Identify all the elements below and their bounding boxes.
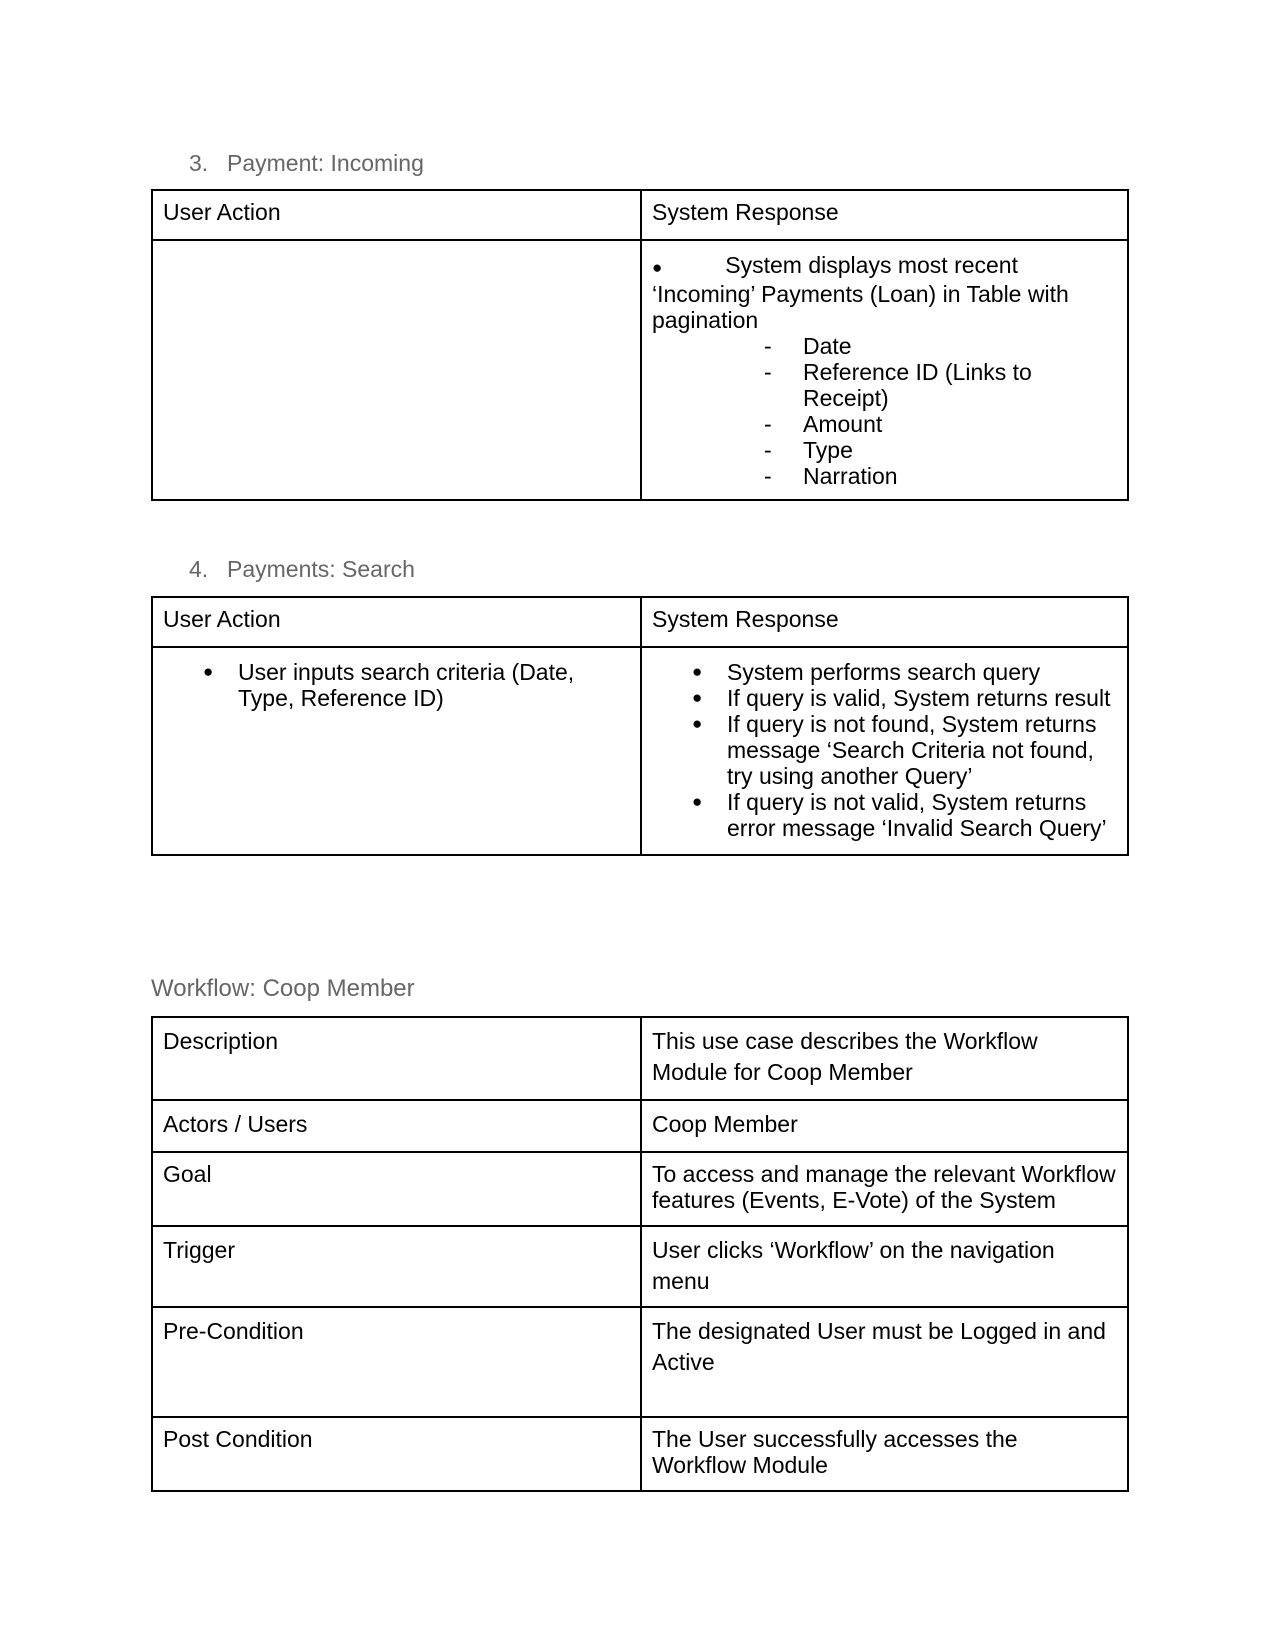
row-label: Trigger — [152, 1226, 641, 1307]
row-value: The designated User must be Logged in and Active — [641, 1307, 1128, 1417]
response-list — [652, 659, 1117, 841]
action-text: User inputs search criteria (Date, Type, Reference ID) — [238, 659, 575, 711]
table-header-row — [152, 597, 1128, 647]
dash-icon: - — [764, 437, 772, 463]
table-row — [152, 1100, 1128, 1152]
field-reference-id: Reference ID (Links to Receipt) — [803, 359, 1032, 411]
workflow-table — [151, 1016, 1129, 1492]
response-text: If query is not found, System returns message ‘Search Criteria not found, try using another Query’ — [727, 711, 1097, 789]
response-text: If query is valid, System returns result — [727, 685, 1111, 711]
bullet-icon: ● — [203, 662, 214, 681]
list-item — [652, 437, 1117, 463]
system-response-cell — [641, 240, 1128, 500]
table-row — [152, 1017, 1128, 1100]
dash-icon: - — [764, 333, 772, 359]
field-date: Date — [803, 333, 852, 359]
dash-icon: - — [764, 359, 772, 385]
system-response-header: System Response — [641, 190, 1128, 240]
system-response-header: System Response — [641, 597, 1128, 647]
table-header-row — [152, 190, 1128, 240]
dash-icon: - — [764, 463, 772, 489]
bullet-icon: ● — [692, 792, 703, 811]
action-list — [163, 659, 630, 711]
section-4-title: Payments: Search — [227, 556, 415, 582]
row-value: The User successfully accesses the Workflow Module — [641, 1417, 1128, 1491]
table-row — [152, 1152, 1128, 1226]
list-item — [652, 685, 1117, 711]
user-action-header: User Action — [152, 190, 641, 240]
field-type: Type — [803, 437, 853, 463]
bullet-icon: ● — [692, 688, 703, 707]
row-label: Pre-Condition — [152, 1307, 641, 1417]
bullet-icon: ● — [652, 258, 663, 277]
bullet-icon: ● — [692, 662, 703, 681]
response-intro-continued: ‘Incoming’ Payments (Loan) in Table with pagination — [652, 281, 1069, 333]
user-action-cell — [152, 240, 641, 500]
response-text: System performs search query — [727, 659, 1041, 685]
list-item — [652, 463, 1117, 489]
system-response-cell — [641, 647, 1128, 855]
response-intro — [652, 252, 1117, 281]
list-item — [652, 711, 1117, 789]
payment-incoming-table — [151, 189, 1129, 501]
response-intro-text: System displays most recent — [725, 252, 1018, 278]
row-value: User clicks ‘Workflow’ on the navigation menu — [641, 1226, 1128, 1307]
list-item — [652, 411, 1117, 437]
row-value: Coop Member — [641, 1100, 1128, 1152]
dash-icon: - — [764, 411, 772, 437]
row-label: Goal — [152, 1152, 641, 1226]
user-action-cell — [152, 647, 641, 855]
table-row — [152, 240, 1128, 500]
row-value: To access and manage the relevant Workflow features (Events, E-Vote) of the System — [641, 1152, 1128, 1226]
list-item — [163, 659, 630, 711]
row-value: This use case describes the Workflow Module for Coop Member — [641, 1017, 1128, 1100]
list-item — [652, 359, 1117, 411]
section-4-heading — [189, 556, 415, 583]
section-3-heading — [189, 150, 424, 177]
payments-search-table — [151, 596, 1129, 856]
table-row — [152, 1307, 1128, 1417]
list-item — [652, 789, 1117, 841]
list-item — [652, 333, 1117, 359]
section-3-number: 3. — [189, 150, 209, 176]
field-narration: Narration — [803, 463, 898, 489]
section-4-number: 4. — [189, 556, 209, 582]
table-row — [152, 1417, 1128, 1491]
row-label: Post Condition — [152, 1417, 641, 1491]
list-item — [652, 659, 1117, 685]
field-amount: Amount — [803, 411, 883, 437]
bullet-icon: ● — [692, 714, 703, 733]
user-action-header: User Action — [152, 597, 641, 647]
table-row — [152, 647, 1128, 855]
row-label: Actors / Users — [152, 1100, 641, 1152]
row-label: Description — [152, 1017, 641, 1100]
table-row — [152, 1226, 1128, 1307]
response-text: If query is not valid, System returns error message ‘Invalid Search Query’ — [727, 789, 1107, 841]
section-3-title: Payment: Incoming — [227, 150, 424, 176]
workflow-heading: Workflow: Coop Member — [151, 975, 415, 1002]
field-list — [652, 333, 1117, 489]
